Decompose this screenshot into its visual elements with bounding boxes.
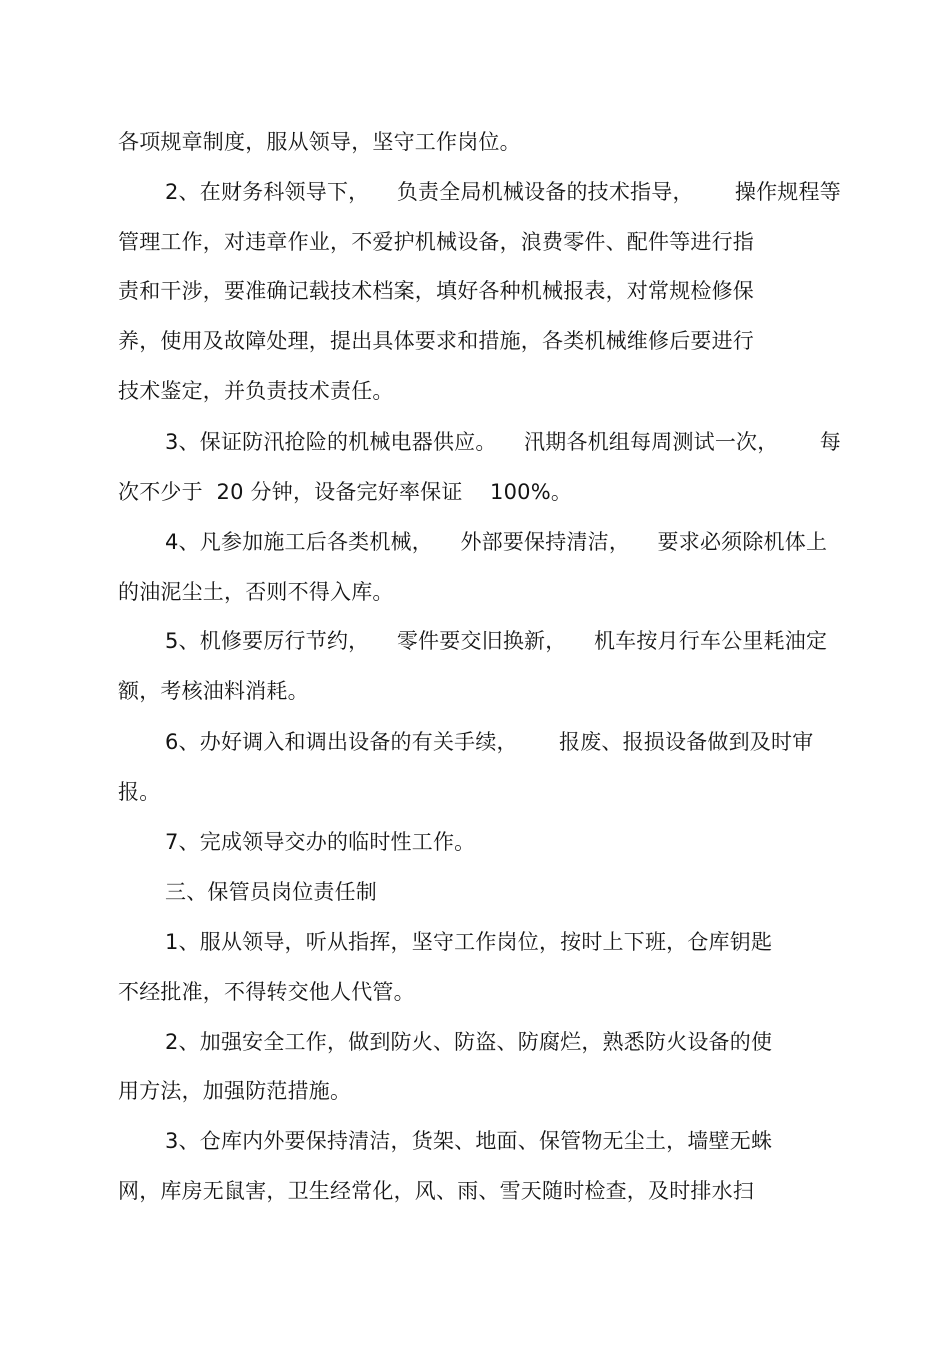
text-line: 3、仓库内外要保持清洁，货架、地面、保管物无尘土，墙壁无蛛 xyxy=(165,1129,773,1153)
text-line: 不经批准，不得转交他人代管。 xyxy=(118,980,415,1004)
text-line: 3、保证防汛抢险的机械电器供应。 汛期各机组每周测试一次， 每 xyxy=(165,430,841,454)
text-line: 养，使用及故障处理，提出具体要求和措施，各类机械维修后要进行 xyxy=(118,329,754,353)
text-line: 报。 xyxy=(118,780,161,804)
text-line: 责和干涉，要准确记载技术档案，填好各种机械报表，对常规检修保 xyxy=(118,279,754,303)
text-line: 管理工作，对违章作业，不爱护机械设备，浪费零件、配件等进行指 xyxy=(118,230,754,254)
text-line: 2、加强安全工作，做到防火、防盗、防腐烂，熟悉防火设备的使 xyxy=(165,1030,773,1054)
text-line: 2、在财务科领导下， 负责全局机械设备的技术指导， 操作规程等 xyxy=(165,180,841,204)
text-line: 次不少于 20 分钟，设备完好率保证 100%。 xyxy=(118,480,573,504)
text-line: 6、办好调入和调出设备的有关手续， 报废、报损设备做到及时审 xyxy=(165,730,814,754)
text-line: 额，考核油料消耗。 xyxy=(118,679,309,703)
text-line: 用方法，加强防范措施。 xyxy=(118,1079,352,1103)
text-line: 1、服从领导，听从指挥，坚守工作岗位，按时上下班，仓库钥匙 xyxy=(165,930,773,954)
text-line: 各项规章制度，服从领导，坚守工作岗位。 xyxy=(118,130,521,154)
section-heading: 三、保管员岗位责任制 xyxy=(165,880,377,904)
text-line: 4、凡参加施工后各类机械， 外部要保持清洁， 要求必须除机体上 xyxy=(165,530,828,554)
text-line: 技术鉴定，并负责技术责任。 xyxy=(118,379,394,403)
text-line: 的油泥尘土，否则不得入库。 xyxy=(118,580,394,604)
text-line: 网，库房无鼠害，卫生经常化，风、雨、雪天随时检查，及时排水扫 xyxy=(118,1179,754,1203)
text-line: 7、完成领导交办的临时性工作。 xyxy=(165,830,476,854)
text-line: 5、机修要厉行节约， 零件要交旧换新， 机车按月行车公里耗油定 xyxy=(165,629,828,653)
